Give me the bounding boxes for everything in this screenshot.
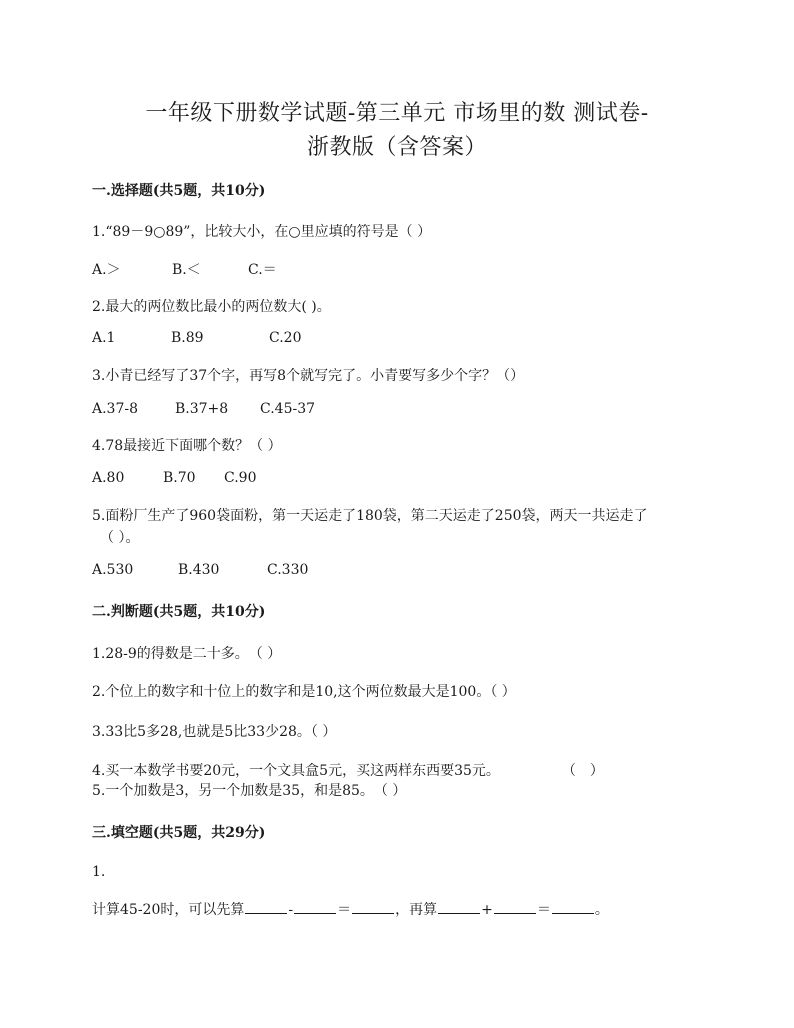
judge-question-4 (92, 760, 604, 780)
minus-sign: - (288, 902, 294, 918)
choice-question-5-cont: （ ）。 (100, 530, 140, 546)
plus-sign: + (481, 902, 493, 918)
section-heading-choice: 一.选择题(共5题，共10分) (92, 183, 266, 199)
option-c: C.45-37 (260, 401, 316, 417)
choice-options-2 (92, 330, 301, 346)
option-b: B.430 (178, 562, 220, 578)
judge-question-4-text: 4.买一本数学书要20元，一个文具盒5元，买这两样东西要35元。 (92, 763, 500, 779)
judge-question-2: 2.个位上的数字和十位上的数字和是10,这个两位数最大是100。（ ） (92, 684, 516, 700)
choice-options-1 (92, 259, 277, 279)
page-title-line2: 浙教版（含答案） (306, 135, 487, 160)
choice-options-5 (92, 562, 308, 578)
blank-3[interactable] (352, 901, 394, 914)
choice-question-4: 4.78最接近下面哪个数？（ ） (92, 438, 282, 454)
fill-lead-text: 计算45-20时，可以先算 (92, 902, 245, 918)
option-b: B.70 (163, 470, 196, 486)
blank-1[interactable] (245, 901, 287, 914)
fill-end-text: 。 (594, 902, 609, 918)
section-heading-judge: 二.判断题(共5题，共10分) (92, 604, 266, 620)
equals-sign: ＝ (337, 902, 352, 918)
option-a: A.1 (92, 330, 116, 346)
judge-question-3: 3.33比5多28,也就是5比33少28。（ ） (92, 724, 337, 740)
judge-question-5: 5.一个加数是3，另一个加数是35，和是85。 （ ） (92, 783, 407, 799)
option-a: A.37-8 (92, 401, 139, 417)
fill-question-1 (92, 899, 609, 919)
choice-question-1: 1.“89－9○89”，比较大小，在○里应填的符号是（ ） (92, 224, 432, 240)
choice-question-3: 3.小青已经写了37个字，再写8个就写完了。小青要写多少个字？（） (92, 368, 525, 384)
section-heading-fill: 三.填空题(共5题，共29分) (92, 825, 266, 841)
option-b: B.89 (171, 330, 204, 346)
option-b: B.＜ (172, 262, 201, 278)
choice-question-5: 5.面粉厂生产了960袋面粉，第一天运走了180袋，第二天运走了250袋，两天一共运走了 (92, 508, 648, 524)
fill-question-1-number: 1. (92, 864, 106, 880)
option-a: A.530 (92, 562, 134, 578)
choice-question-2: 2.最大的两位数比最小的两位数大( )。 (92, 299, 331, 315)
fill-mid-text: ，再算 (395, 902, 438, 918)
option-a: A.80 (92, 470, 125, 486)
judge-question-4-paren: （ ） (561, 763, 604, 779)
page-title-line1: 一年级下册数学试题-第三单元 市场里的数 测试卷- (145, 101, 649, 126)
option-b: B.37+8 (175, 401, 229, 417)
option-c: C.330 (267, 562, 309, 578)
choice-options-4 (92, 470, 256, 486)
option-c: C.＝ (248, 262, 277, 278)
option-a: A.＞ (92, 262, 121, 278)
blank-2[interactable] (294, 901, 336, 914)
blank-6[interactable] (552, 901, 594, 914)
equals-sign-2: ＝ (536, 902, 551, 918)
judge-question-1: 1.28-9的得数是二十多。 （ ） (92, 646, 282, 662)
option-c: C.90 (224, 470, 257, 486)
choice-options-3 (92, 401, 315, 417)
blank-4[interactable] (438, 901, 480, 914)
option-c: C.20 (269, 330, 302, 346)
blank-5[interactable] (494, 901, 536, 914)
